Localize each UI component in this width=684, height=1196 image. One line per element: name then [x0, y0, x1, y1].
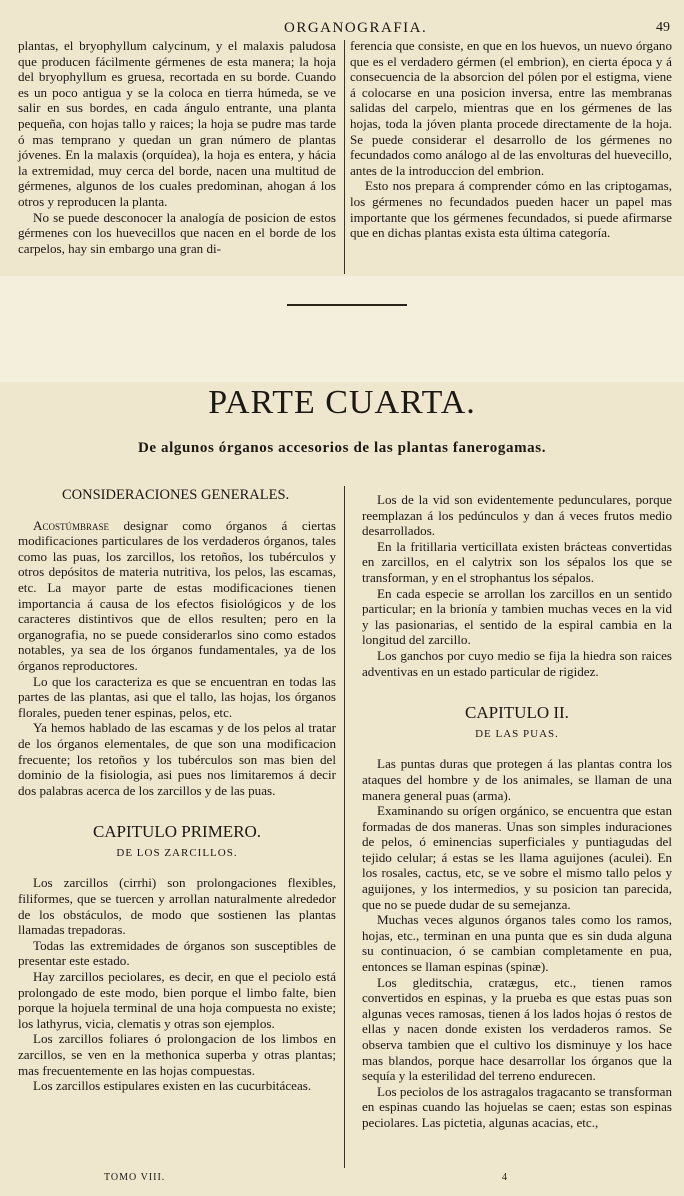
paragraph: Examinando su orígen orgánico, se encuentra que estan formadas de dos maneras. Unas son simples induraciones de pelos, ó eminencias superficiales y puntiagudas del tejido celular; á estas se les llama aguijones (aculei). En los rosales, cactus, etc, se ve sobre el mismo tallo pelos y aguijones, y los intermedios, y su posicion tan parecida, que no se puede dudar de su semejanza. [362, 803, 672, 912]
bottom-right-column [362, 492, 672, 1131]
paragraph: Esto nos prepara á comprender cómo en las criptogamas, los gérmenes no fecundados pueden hacer un papel mas importante que los gérmenes fecundados, si puede afirmarse que en dichas plantas exista esta última categoría. [350, 178, 672, 241]
paragraph: Los zarcillos estipulares existen en las cucurbitáceas. [33, 1078, 312, 1094]
paragraph: Todas las extremidades de órganos son susceptibles de presentar este estado. [18, 937, 336, 969]
chapter-subheading: DE LAS PUAS. [475, 727, 559, 740]
column-rule [344, 486, 345, 1168]
paragraph: Ya hemos hablado de las escamas y de los pelos al tratar de los órganos elementales, de que son una modificacion frecuente; los retoños y los tubérculos son mas bien del dominio de la fisiologia, asi pues nos limitaremos á decir dos palabras acerca de los zarcillos y de las puas. [18, 720, 336, 798]
paragraph: No se puede desconocer la analogía de posicion de estos gérmenes con los huevecillos que nacen en el borde de los carpelos, hay sin embargo una gran di- [18, 209, 336, 256]
chapter-heading: CAPITULO PRIMERO. [92, 822, 262, 842]
paragraph: Los zarcillos (cirrhi) son prolongaciones flexibles, filiformes, que se tuercen y arrollan naturalmente alrededor de los obstáculos, de modo que sostienen las plantas llamadas trepadoras. [18, 875, 336, 938]
column-rule [344, 40, 345, 274]
part-title: PARTE CUARTA. [208, 384, 476, 421]
paragraph: Los peciolos de los astragalos tragacanto se transforman en espinas cuando las hojuelas se caen; estas son espinas peciolares. Las pictetia, algunas acacias, etc., [362, 1083, 672, 1130]
section-divider [287, 304, 407, 306]
paragraph: Los de la vid son evidentemente pedunculares, porque reemplazan á los pedúnculos y dan á veces frutos medio desarrollados. [362, 492, 672, 539]
paragraph: Hay zarcillos peciolares, es decir, en que el peciolo está prolongado de este modo, bien porque el limbo falte, bien porque la hojuela terminal de una hoja compuesta no existe; los lathyrus, vicia, clematis y otras son ejemplos. [18, 969, 336, 1031]
running-header [0, 20, 684, 40]
signature-mark: 4 [502, 1172, 508, 1183]
top-left-column [18, 38, 336, 256]
paragraph: Los gleditschia, cratægus, etc., tienen ramos convertidos en espinas, y la prueba es que estas puas son algunas veces ramosas, tienen á los lados hojas ó restos de ellas y nacen donde existen los verdaderos ramos. Se observa tambien que el cultivo los disminuye y los hace mas blandos, porque hace desarrollar los órganos que la sequía y la esterilidad del terreno endurecen. [362, 974, 672, 1084]
paragraph: ferencia que consiste, en que en los huevos, un nuevo órgano que es el verdadero gérmen (el embrion), en cierta época y á consecuencia de la absorcion del pólen por el estigma, viene á colocarse en una posicion inversa, entre las membranas salidas del carpelo, mientras que en los gérmenes de las hojas, toda la jóven planta procede directamente de la hoja. Se puede considerar el desarrollo de los gérmenes no fecundados como análogo al de las envolturas del huevecillo, antes de la introduccion del embrion. [350, 38, 672, 178]
blank-band [0, 276, 684, 382]
paragraph: Acostúmbrase designar como órganos á ciertas modificaciones particulares de los verdaderos órganos, tales como las puas, los zarcillos, los retoños, los tubérculos y otros depósitos de materia nutritiva, los pelos, las escamas, etc. La mayor parte de estas modificaciones tienen importancia á causa de los efectos fisiológicos y de los caracteres distintivos que de ellos resulten; pero en la organografia, no se puede considerarlos sino como estados notables, ya sea de los órganos fundamentales, ya de los órganos reproductores. [18, 517, 336, 673]
section-heading: CONSIDERACIONES GENERALES. [62, 487, 290, 503]
paragraph: Los zarcillos foliares ó prolongacion de los limbos en zarcillos, se ven en la methonica superba y otras plantas; mas frecuentemente en las hojas compuestas. [18, 1031, 336, 1078]
paragraph: En cada especie se arrollan los zarcillos en un sentido particular; en la brionía y tambien muchas veces en la vid y las pasionarias, el sentido de la espiral cambia en la longitud del zarcillo. [362, 585, 672, 648]
paragraph: plantas, el bryophyllum calycinum, y el malaxis paludosa que producen fácilmente gérmenes de esta manera; la hoja del bryophyllum es gruesa, recortada en su borde. Cuando es un poco antigua y se la coloca en tierra húmeda, se ve salir en sus bordes, en cada ángulo entrante, una planta pequeña, con hojas tallo y raices; la hoja se pudre mas tarde ó mas temprano y quedan un gran número de plantas jóvenes. En la malaxis (orquídea), la hoja es entera, y hácia la extremidad, muy cerca del borde, nacen una multitud de gérmenes, algunos de los cuales predominan, ahogan á los otros y reproducen la planta. [18, 38, 336, 209]
chapter-heading: CAPITULO II. [465, 703, 569, 723]
page-number: 49 [656, 20, 670, 35]
bottom-left-column [18, 488, 336, 1094]
paragraph: En la fritillaria verticillata existen brácteas convertidas en zarcillos, en el calytrix son los sépalos los que se transforman, y en el strophantus los sépalos. [362, 538, 672, 585]
top-right-column [350, 38, 672, 241]
paragraph: Las puntas duras que protegen á las plantas contra los ataques del hombre y de los animales, se llaman de una manera general puas (arma). [362, 756, 672, 803]
part-subtitle: De algunos órganos accesorios de las plantas fanerogamas. [137, 440, 547, 456]
paragraph: Los ganchos por cuyo medio se fija la hiedra son raices adventivas en un estado particular de rigidez. [362, 647, 672, 679]
volume-footer: TOMO VIII. [104, 1172, 166, 1183]
chapter-subheading: DE LOS ZARCILLOS. [116, 846, 238, 859]
paragraph: Lo que los caracteriza es que se encuentran en todas las partes de las plantas, asi que el tallo, las hojas, los órganos florales, pueden tener espinas, pelos, etc. [18, 673, 336, 720]
lead-word: Acostúmbrase [33, 517, 109, 533]
paragraph: Muchas veces algunos órganos tales como los ramos, hojas, etc., terminan en una punta que es sin duda alguna su continuacion, ó se cambian completamente en pua, entonces se llaman espinas (spinæ). [362, 912, 672, 975]
running-title: ORGANOGRAFIA. [284, 20, 428, 36]
